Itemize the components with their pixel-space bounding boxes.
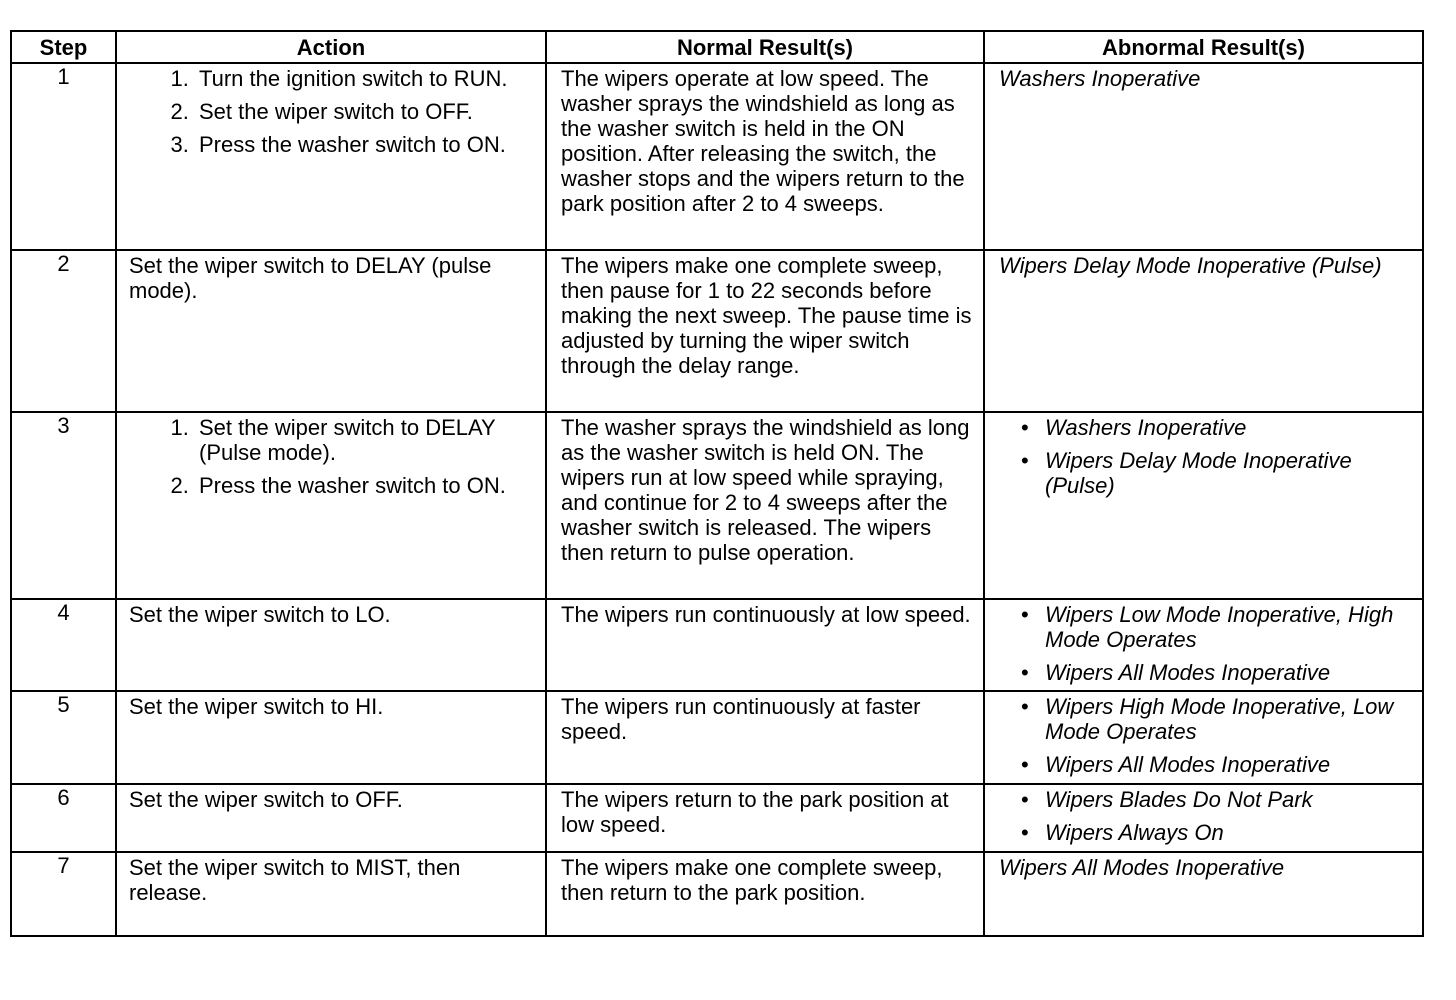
diagnostic-table — [10, 30, 1424, 937]
abnormal-result: Wipers All Modes Inoperative — [984, 852, 1423, 936]
action-list — [129, 66, 537, 157]
action-list — [129, 415, 537, 498]
abnormal-item-text: Wipers Delay Mode Inoperative (Pulse) — [1045, 448, 1352, 498]
normal-result: The wipers run continuously at faster speed. — [546, 691, 984, 784]
action-item: 2. Press the washer switch to ON. — [195, 473, 537, 498]
abnormal-item-text: Wipers Blades Do Not Park — [1045, 787, 1313, 812]
header-normal-results: Normal Result(s) — [546, 31, 984, 63]
action-cell: Set the wiper switch to OFF. — [116, 784, 546, 852]
bullet-icon: • — [1021, 415, 1029, 440]
action-cell — [116, 63, 546, 250]
abnormal-result: Wipers Delay Mode Inoperative (Pulse) — [984, 250, 1423, 412]
table-row — [11, 691, 1423, 784]
action-item: 2. Set the wiper switch to OFF. — [195, 99, 537, 124]
header-abnormal-results: Abnormal Result(s) — [984, 31, 1423, 63]
abnormal-item — [1021, 787, 1414, 812]
bullet-icon: • — [1021, 787, 1029, 812]
abnormal-item — [1021, 415, 1414, 440]
abnormal-item — [1021, 602, 1414, 652]
abnormal-item-text: Wipers All Modes Inoperative — [1045, 752, 1331, 777]
action-item: 1. Set the wiper switch to DELAY (Pulse mode). — [195, 415, 537, 465]
abnormal-item-text: Wipers All Modes Inoperative — [1045, 660, 1331, 685]
table-row — [11, 412, 1423, 599]
abnormal-result: Washers Inoperative — [984, 63, 1423, 250]
abnormal-item-text: Wipers High Mode Inoperative, Low Mode Operates — [1045, 694, 1394, 744]
bullet-icon: • — [1021, 660, 1029, 685]
bullet-icon: • — [1021, 602, 1029, 627]
step-number: 1 — [11, 63, 116, 250]
bullet-icon: • — [1021, 820, 1029, 845]
abnormal-list — [999, 787, 1414, 845]
normal-result: The wipers operate at low speed. The washer sprays the windshield as long as the washer switch is held in the ON position. After releasing the switch, the washer stops and the wipers return to the park position after 2 to 4 sweeps. — [546, 63, 984, 250]
action-cell: Set the wiper switch to DELAY (pulse mode). — [116, 250, 546, 412]
abnormal-result — [984, 412, 1423, 599]
step-number: 2 — [11, 250, 116, 412]
abnormal-list — [999, 415, 1414, 498]
bullet-icon: • — [1021, 752, 1029, 777]
abnormal-item — [1021, 820, 1414, 845]
abnormal-item-text: Washers Inoperative — [1045, 415, 1247, 440]
abnormal-item — [1021, 448, 1414, 498]
abnormal-item-text: Wipers Always On — [1045, 820, 1224, 845]
action-cell: Set the wiper switch to HI. — [116, 691, 546, 784]
normal-result: The wipers return to the park position at low speed. — [546, 784, 984, 852]
abnormal-list — [999, 694, 1414, 777]
bullet-icon: • — [1021, 448, 1029, 473]
bullet-icon: • — [1021, 694, 1029, 719]
abnormal-item — [1021, 660, 1414, 685]
abnormal-result — [984, 691, 1423, 784]
action-cell — [116, 412, 546, 599]
abnormal-result — [984, 599, 1423, 691]
action-item: 3. Press the washer switch to ON. — [195, 132, 537, 157]
normal-result: The wipers make one complete sweep, then return to the park position. — [546, 852, 984, 936]
step-number: 5 — [11, 691, 116, 784]
header-step: Step — [11, 31, 116, 63]
step-number: 7 — [11, 852, 116, 936]
abnormal-item — [1021, 752, 1414, 777]
action-cell: Set the wiper switch to MIST, then release. — [116, 852, 546, 936]
table-row — [11, 250, 1423, 412]
abnormal-item-text: Wipers Low Mode Inoperative, High Mode Operates — [1045, 602, 1394, 652]
table-row — [11, 852, 1423, 936]
normal-result: The wipers make one complete sweep, then pause for 1 to 22 seconds before making the next sweep. The pause time is adjusted by turning the wiper switch through the delay range. — [546, 250, 984, 412]
table-row — [11, 63, 1423, 250]
abnormal-result — [984, 784, 1423, 852]
table-row — [11, 784, 1423, 852]
abnormal-list — [999, 602, 1414, 685]
action-cell: Set the wiper switch to LO. — [116, 599, 546, 691]
table-row — [11, 599, 1423, 691]
step-number: 4 — [11, 599, 116, 691]
step-number: 3 — [11, 412, 116, 599]
normal-result: The washer sprays the windshield as long as the washer switch is held ON. The wipers run at low speed while spraying, and continue for 2 to 4 sweeps after the washer switch is released. The wipers then return to pulse operation. — [546, 412, 984, 599]
step-number: 6 — [11, 784, 116, 852]
action-item: 1. Turn the ignition switch to RUN. — [195, 66, 537, 91]
header-action: Action — [116, 31, 546, 63]
header-row — [11, 31, 1423, 63]
abnormal-item — [1021, 694, 1414, 744]
normal-result: The wipers run continuously at low speed. — [546, 599, 984, 691]
